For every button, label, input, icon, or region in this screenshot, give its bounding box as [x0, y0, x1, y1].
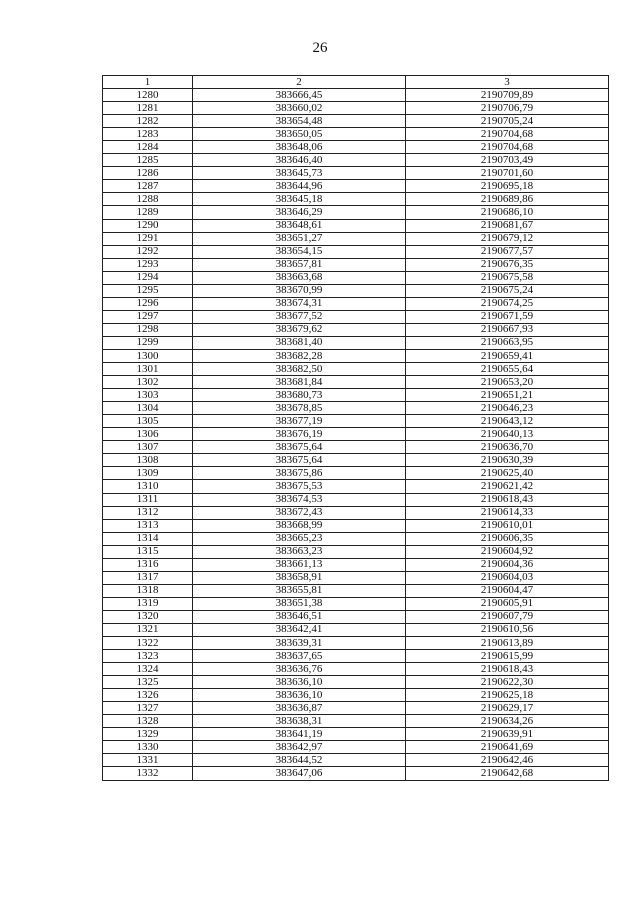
cell-y-coordinate: 2190641,69 — [406, 741, 609, 754]
cell-x-coordinate: 383646,51 — [193, 610, 406, 623]
cell-point-number: 1289 — [103, 206, 193, 219]
table-row — [103, 115, 609, 128]
cell-x-coordinate: 383663,23 — [193, 545, 406, 558]
table-row — [103, 519, 609, 532]
cell-point-number: 1324 — [103, 663, 193, 676]
cell-y-coordinate: 2190655,64 — [406, 363, 609, 376]
cell-x-coordinate: 383668,99 — [193, 519, 406, 532]
cell-y-coordinate: 2190604,47 — [406, 584, 609, 597]
table-row — [103, 610, 609, 623]
cell-x-coordinate: 383644,52 — [193, 754, 406, 767]
cell-y-coordinate: 2190604,03 — [406, 571, 609, 584]
cell-y-coordinate: 2190629,17 — [406, 702, 609, 715]
cell-point-number: 1311 — [103, 493, 193, 506]
table-row — [103, 206, 609, 219]
cell-point-number: 1290 — [103, 219, 193, 232]
cell-point-number: 1315 — [103, 545, 193, 558]
cell-point-number: 1326 — [103, 689, 193, 702]
cell-x-coordinate: 383675,64 — [193, 454, 406, 467]
cell-point-number: 1292 — [103, 245, 193, 258]
cell-y-coordinate: 2190674,25 — [406, 297, 609, 310]
table-row — [103, 102, 609, 115]
cell-y-coordinate: 2190621,42 — [406, 480, 609, 493]
cell-x-coordinate: 383645,18 — [193, 193, 406, 206]
cell-y-coordinate: 2190675,58 — [406, 271, 609, 284]
cell-x-coordinate: 383651,27 — [193, 232, 406, 245]
table-row — [103, 271, 609, 284]
cell-y-coordinate: 2190639,91 — [406, 728, 609, 741]
table-row — [103, 441, 609, 454]
table-row — [103, 389, 609, 402]
cell-point-number: 1286 — [103, 167, 193, 180]
cell-x-coordinate: 383642,97 — [193, 741, 406, 754]
cell-point-number: 1293 — [103, 258, 193, 271]
cell-x-coordinate: 383639,31 — [193, 637, 406, 650]
cell-x-coordinate: 383675,64 — [193, 441, 406, 454]
cell-x-coordinate: 383658,91 — [193, 571, 406, 584]
cell-y-coordinate: 2190667,93 — [406, 323, 609, 336]
cell-x-coordinate: 383638,31 — [193, 715, 406, 728]
table-row — [103, 89, 609, 102]
cell-y-coordinate: 2190622,30 — [406, 676, 609, 689]
cell-x-coordinate: 383650,05 — [193, 128, 406, 141]
table-row — [103, 545, 609, 558]
cell-y-coordinate: 2190704,68 — [406, 141, 609, 154]
cell-y-coordinate: 2190704,68 — [406, 128, 609, 141]
cell-x-coordinate: 383681,84 — [193, 376, 406, 389]
cell-point-number: 1331 — [103, 754, 193, 767]
cell-x-coordinate: 383661,13 — [193, 558, 406, 571]
table-row — [103, 310, 609, 323]
table-row — [103, 154, 609, 167]
table-row — [103, 480, 609, 493]
cell-y-coordinate: 2190671,59 — [406, 310, 609, 323]
cell-x-coordinate: 383678,85 — [193, 402, 406, 415]
cell-y-coordinate: 2190686,10 — [406, 206, 609, 219]
cell-x-coordinate: 383666,45 — [193, 89, 406, 102]
table-row — [103, 167, 609, 180]
page-number: 26 — [312, 40, 328, 56]
cell-point-number: 1300 — [103, 349, 193, 362]
cell-x-coordinate: 383645,73 — [193, 167, 406, 180]
cell-point-number: 1291 — [103, 232, 193, 245]
cell-x-coordinate: 383680,73 — [193, 389, 406, 402]
table-row — [103, 623, 609, 636]
cell-y-coordinate: 2190604,92 — [406, 545, 609, 558]
cell-x-coordinate: 383654,15 — [193, 245, 406, 258]
table-row — [103, 741, 609, 754]
cell-point-number: 1313 — [103, 519, 193, 532]
cell-y-coordinate: 2190634,26 — [406, 715, 609, 728]
cell-point-number: 1317 — [103, 571, 193, 584]
cell-point-number: 1310 — [103, 480, 193, 493]
cell-y-coordinate: 2190605,91 — [406, 597, 609, 610]
cell-y-coordinate: 2190701,60 — [406, 167, 609, 180]
cell-x-coordinate: 383675,53 — [193, 480, 406, 493]
table-row — [103, 245, 609, 258]
cell-x-coordinate: 383636,87 — [193, 702, 406, 715]
cell-point-number: 1316 — [103, 558, 193, 571]
table-row — [103, 363, 609, 376]
cell-x-coordinate: 383677,19 — [193, 415, 406, 428]
cell-x-coordinate: 383636,10 — [193, 689, 406, 702]
cell-y-coordinate: 2190676,35 — [406, 258, 609, 271]
cell-point-number: 1296 — [103, 297, 193, 310]
cell-x-coordinate: 383672,43 — [193, 506, 406, 519]
table-row — [103, 676, 609, 689]
cell-point-number: 1309 — [103, 467, 193, 480]
cell-y-coordinate: 2190640,13 — [406, 428, 609, 441]
cell-x-coordinate: 383644,96 — [193, 180, 406, 193]
cell-y-coordinate: 2190630,39 — [406, 454, 609, 467]
cell-x-coordinate: 383641,19 — [193, 728, 406, 741]
table-row — [103, 415, 609, 428]
cell-y-coordinate: 2190642,46 — [406, 754, 609, 767]
cell-point-number: 1301 — [103, 363, 193, 376]
table-row — [103, 715, 609, 728]
coordinates-table — [102, 75, 609, 781]
cell-y-coordinate: 2190613,89 — [406, 637, 609, 650]
table-row — [103, 571, 609, 584]
cell-y-coordinate: 2190643,12 — [406, 415, 609, 428]
cell-y-coordinate: 2190610,56 — [406, 623, 609, 636]
cell-y-coordinate: 2190659,41 — [406, 349, 609, 362]
table-row — [103, 180, 609, 193]
cell-x-coordinate: 383674,53 — [193, 493, 406, 506]
cell-y-coordinate: 2190618,43 — [406, 493, 609, 506]
table-row — [103, 376, 609, 389]
cell-point-number: 1322 — [103, 637, 193, 650]
cell-point-number: 1321 — [103, 623, 193, 636]
cell-y-coordinate: 2190607,79 — [406, 610, 609, 623]
cell-point-number: 1285 — [103, 154, 193, 167]
cell-x-coordinate: 383682,28 — [193, 349, 406, 362]
cell-point-number: 1327 — [103, 702, 193, 715]
cell-x-coordinate: 383646,40 — [193, 154, 406, 167]
table-row — [103, 650, 609, 663]
cell-y-coordinate: 2190705,24 — [406, 115, 609, 128]
cell-y-coordinate: 2190677,57 — [406, 245, 609, 258]
cell-y-coordinate: 2190679,12 — [406, 232, 609, 245]
cell-y-coordinate: 2190625,40 — [406, 467, 609, 480]
cell-point-number: 1283 — [103, 128, 193, 141]
cell-y-coordinate: 2190695,18 — [406, 180, 609, 193]
table-row — [103, 754, 609, 767]
cell-x-coordinate: 383651,38 — [193, 597, 406, 610]
cell-point-number: 1330 — [103, 741, 193, 754]
cell-x-coordinate: 383663,68 — [193, 271, 406, 284]
cell-y-coordinate: 2190646,23 — [406, 402, 609, 415]
cell-x-coordinate: 383679,62 — [193, 323, 406, 336]
cell-point-number: 1299 — [103, 336, 193, 349]
table-row — [103, 284, 609, 297]
cell-x-coordinate: 383675,86 — [193, 467, 406, 480]
cell-point-number: 1319 — [103, 597, 193, 610]
table-row — [103, 141, 609, 154]
cell-point-number: 1302 — [103, 376, 193, 389]
cell-point-number: 1307 — [103, 441, 193, 454]
cell-x-coordinate: 383648,06 — [193, 141, 406, 154]
table-row — [103, 767, 609, 780]
cell-point-number: 1303 — [103, 389, 193, 402]
cell-x-coordinate: 383682,50 — [193, 363, 406, 376]
cell-point-number: 1328 — [103, 715, 193, 728]
cell-point-number: 1306 — [103, 428, 193, 441]
cell-y-coordinate: 2190618,43 — [406, 663, 609, 676]
cell-point-number: 1323 — [103, 650, 193, 663]
cell-x-coordinate: 383647,06 — [193, 767, 406, 780]
table-row — [103, 493, 609, 506]
cell-y-coordinate: 2190681,67 — [406, 219, 609, 232]
table-row — [103, 558, 609, 571]
cell-x-coordinate: 383657,81 — [193, 258, 406, 271]
table-row — [103, 532, 609, 545]
table-row — [103, 728, 609, 741]
table-row — [103, 428, 609, 441]
table-row — [103, 702, 609, 715]
cell-x-coordinate: 383677,52 — [193, 310, 406, 323]
cell-point-number: 1294 — [103, 271, 193, 284]
column-header-point-number: 1 — [103, 76, 193, 89]
cell-y-coordinate: 2190651,21 — [406, 389, 609, 402]
cell-point-number: 1282 — [103, 115, 193, 128]
table-row — [103, 637, 609, 650]
cell-point-number: 1304 — [103, 402, 193, 415]
cell-point-number: 1325 — [103, 676, 193, 689]
cell-point-number: 1298 — [103, 323, 193, 336]
table-body — [103, 89, 609, 780]
table-row — [103, 454, 609, 467]
cell-y-coordinate: 2190689,86 — [406, 193, 609, 206]
table-row — [103, 336, 609, 349]
cell-x-coordinate: 383646,29 — [193, 206, 406, 219]
cell-point-number: 1312 — [103, 506, 193, 519]
cell-y-coordinate: 2190606,35 — [406, 532, 609, 545]
table-row — [103, 297, 609, 310]
cell-point-number: 1297 — [103, 310, 193, 323]
cell-y-coordinate: 2190604,36 — [406, 558, 609, 571]
table-row — [103, 689, 609, 702]
cell-point-number: 1314 — [103, 532, 193, 545]
cell-point-number: 1329 — [103, 728, 193, 741]
cell-y-coordinate: 2190625,18 — [406, 689, 609, 702]
table-row — [103, 597, 609, 610]
cell-y-coordinate: 2190642,68 — [406, 767, 609, 780]
cell-x-coordinate: 383654,48 — [193, 115, 406, 128]
cell-x-coordinate: 383676,19 — [193, 428, 406, 441]
cell-y-coordinate: 2190610,01 — [406, 519, 609, 532]
table-row — [103, 663, 609, 676]
table-row — [103, 219, 609, 232]
cell-x-coordinate: 383681,40 — [193, 336, 406, 349]
cell-x-coordinate: 383648,61 — [193, 219, 406, 232]
cell-x-coordinate: 383636,76 — [193, 663, 406, 676]
table-row — [103, 467, 609, 480]
table-row — [103, 193, 609, 206]
cell-point-number: 1308 — [103, 454, 193, 467]
cell-point-number: 1280 — [103, 89, 193, 102]
table-header-row — [103, 76, 609, 89]
table-row — [103, 584, 609, 597]
cell-point-number: 1295 — [103, 284, 193, 297]
cell-point-number: 1305 — [103, 415, 193, 428]
cell-x-coordinate: 383655,81 — [193, 584, 406, 597]
cell-x-coordinate: 383642,41 — [193, 623, 406, 636]
table-row — [103, 506, 609, 519]
cell-point-number: 1281 — [103, 102, 193, 115]
cell-y-coordinate: 2190653,20 — [406, 376, 609, 389]
cell-point-number: 1332 — [103, 767, 193, 780]
table-row — [103, 232, 609, 245]
cell-y-coordinate: 2190614,33 — [406, 506, 609, 519]
cell-point-number: 1318 — [103, 584, 193, 597]
column-header-y-coordinate: 3 — [406, 76, 609, 89]
table-row — [103, 323, 609, 336]
cell-y-coordinate: 2190675,24 — [406, 284, 609, 297]
cell-y-coordinate: 2190706,79 — [406, 102, 609, 115]
table-row — [103, 128, 609, 141]
table-row — [103, 402, 609, 415]
column-header-x-coordinate: 2 — [193, 76, 406, 89]
cell-y-coordinate: 2190615,99 — [406, 650, 609, 663]
cell-y-coordinate: 2190709,89 — [406, 89, 609, 102]
cell-point-number: 1320 — [103, 610, 193, 623]
table-row — [103, 349, 609, 362]
cell-point-number: 1288 — [103, 193, 193, 206]
cell-y-coordinate: 2190703,49 — [406, 154, 609, 167]
table-row — [103, 258, 609, 271]
cell-x-coordinate: 383637,65 — [193, 650, 406, 663]
cell-y-coordinate: 2190636,70 — [406, 441, 609, 454]
cell-x-coordinate: 383660,02 — [193, 102, 406, 115]
cell-x-coordinate: 383665,23 — [193, 532, 406, 545]
cell-y-coordinate: 2190663,95 — [406, 336, 609, 349]
cell-x-coordinate: 383636,10 — [193, 676, 406, 689]
cell-point-number: 1287 — [103, 180, 193, 193]
cell-point-number: 1284 — [103, 141, 193, 154]
cell-x-coordinate: 383670,99 — [193, 284, 406, 297]
cell-x-coordinate: 383674,31 — [193, 297, 406, 310]
